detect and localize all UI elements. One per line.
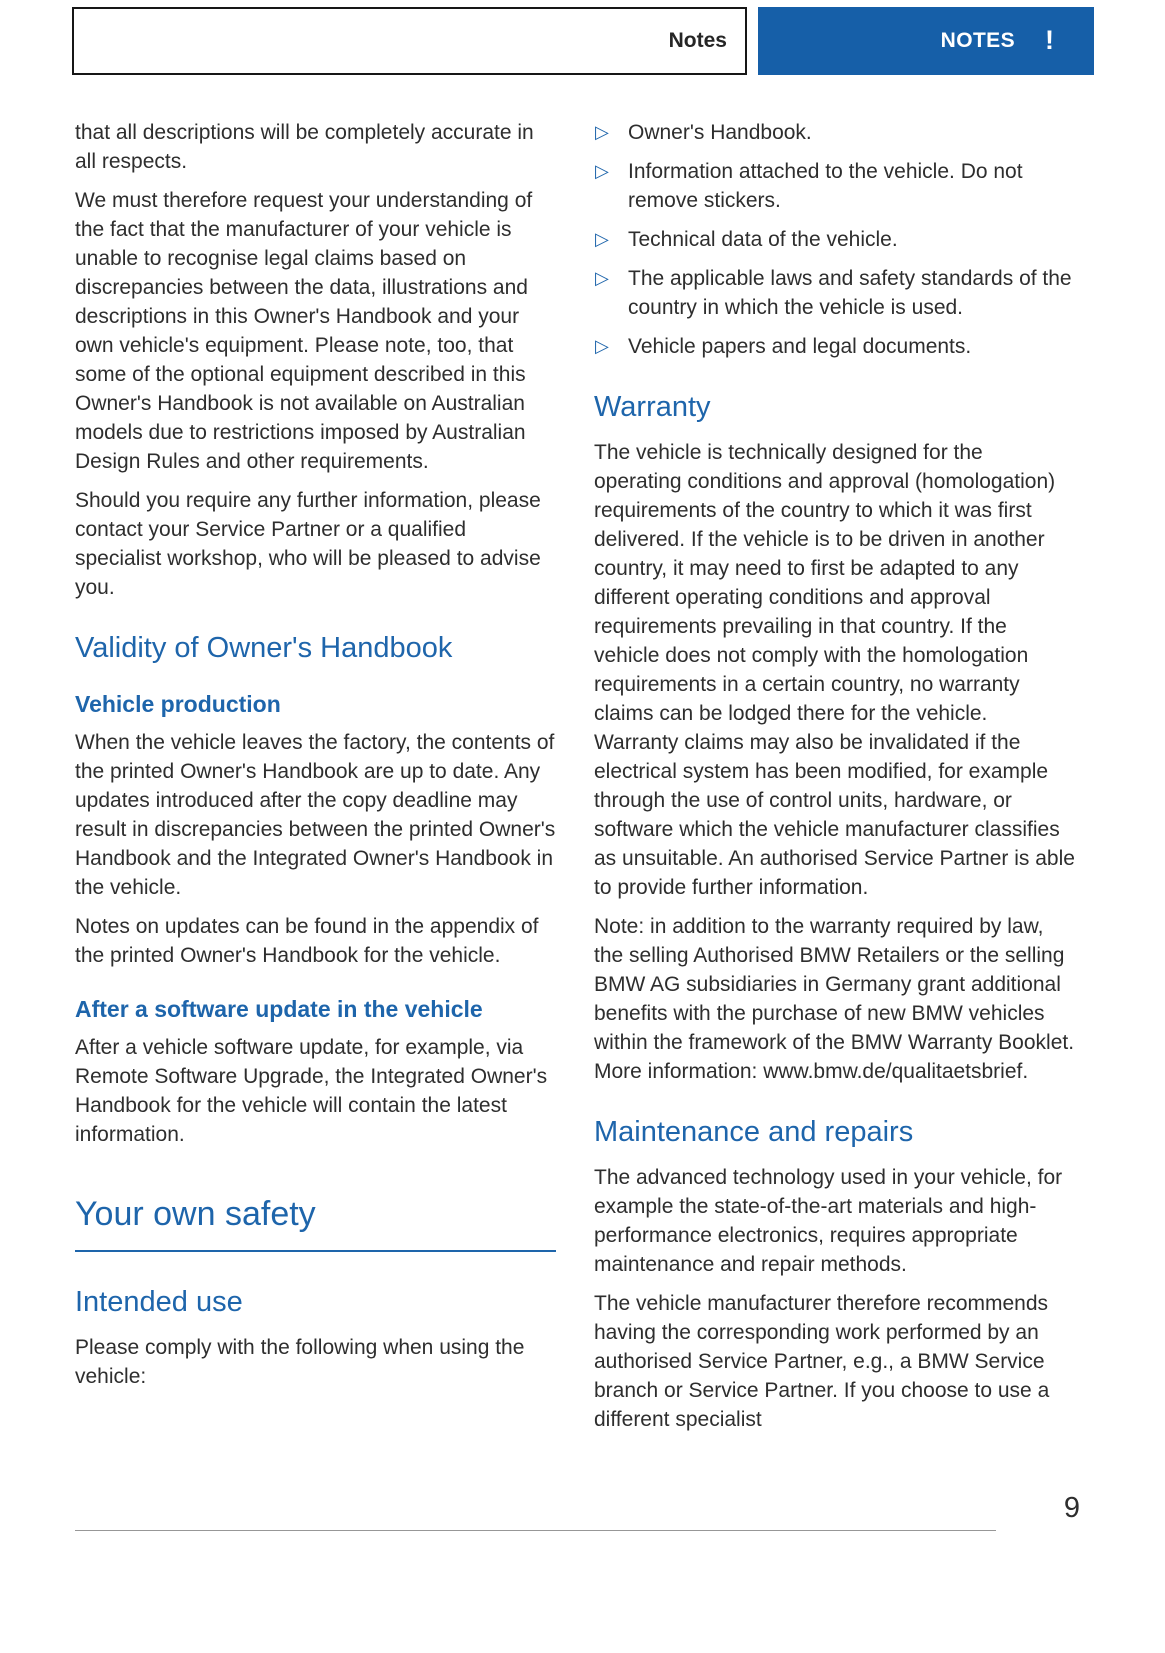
triangle-bullet-icon: ▷	[595, 161, 609, 181]
paragraph: Note: in addition to the warranty required by law, the selling Authorised BMW Retailers or the selling BMW AG subsidiaries in Germany grant additional benefits with the purchase of new BMW vehicles within the framework of the BMW Warranty Booklet. More information: www.bmw.de/qualitaetsbrief.	[594, 915, 1075, 1083]
subsection-heading-vehicle-production: Vehicle production	[75, 691, 281, 717]
page-body	[75, 118, 1075, 1444]
triangle-bullet-icon: ▷	[595, 122, 609, 142]
right-column	[594, 118, 1075, 1444]
bullet-list	[594, 118, 1075, 361]
paragraph: The vehicle is technically designed for the operating conditions and approval (homologation) requirements of the country to which it was first delivered. If the vehicle is to be driven in another country, it may need to first be adapted to any different operating conditions and approval requirements prevailing in that country. If the vehicle does not comply with the homologation requirements in a certain country, no warranty claims can be lodged there for the vehicle. Warranty claims may also be invalidated if the electrical system has been modified, for example through the use of control units, hardware, or software which the vehicle manufacturer classifies as unsuitable. An authorised Service Partner is able to provide further information.	[594, 441, 1075, 899]
list-item	[594, 264, 1075, 322]
list-item	[594, 332, 1075, 361]
paragraph: Please comply with the following when using the vehicle:	[75, 1336, 525, 1388]
header-banner	[758, 7, 1094, 75]
left-column	[75, 118, 556, 1444]
header-tab	[72, 7, 747, 75]
triangle-bullet-icon: ▷	[595, 336, 609, 356]
paragraph: The vehicle manufacturer therefore recommends having the corresponding work performed by an authorised Service Partner, e.g., a BMW Service branch or Service Partner. If you choose to use a different specialist	[594, 1292, 1050, 1431]
section-heading-intended-use: Intended use	[75, 1286, 243, 1318]
list-item-text: Technical data of the vehicle.	[628, 228, 898, 251]
triangle-bullet-icon: ▷	[595, 229, 609, 249]
header-tab-label: Notes	[668, 29, 727, 52]
list-item-text: The applicable laws and safety standards of the country in which the vehicle is used.	[628, 267, 1072, 319]
footer-rule	[75, 1530, 996, 1531]
paragraph: Notes on updates can be found in the appendix of the printed Owner's Handbook for the vehicle.	[75, 915, 539, 967]
exclamation-icon: !	[1045, 24, 1054, 55]
paragraph: that all descriptions will be completely accurate in all respects.	[75, 121, 534, 173]
paragraph: The advanced technology used in your vehicle, for example the state-of-the-art materials and high-performance electronics, requires appropriate maintenance and repair methods.	[594, 1166, 1063, 1276]
list-item	[594, 225, 1075, 254]
section-heading-warranty: Warranty	[594, 391, 711, 423]
list-item-text: Information attached to the vehicle. Do not remove stickers.	[628, 160, 1023, 212]
list-item	[594, 118, 1075, 147]
list-item-text: Owner's Handbook.	[628, 121, 812, 144]
paragraph: We must therefore request your understanding of the fact that the manufacturer of your vehicle is unable to recognise legal claims based on discrepancies between the data, illustrations and descriptions in this Owner's Handbook and your own vehicle's equipment. Please note, too, that some of the optional equipment described in this Owner's Handbook is not available on Australian models due to restrictions imposed by Australian Design Rules and other requirements.	[75, 189, 533, 473]
paragraph: After a vehicle software update, for example, via Remote Software Upgrade, the Integrated Owner's Handbook for the vehicle will contain the latest information.	[75, 1036, 548, 1146]
banner-title: NOTES	[940, 29, 1015, 52]
paragraph: Should you require any further information, please contact your Service Partner or a qualified specialist workshop, who will be pleased to advise you.	[75, 489, 541, 599]
page-number: 9	[1063, 1492, 1080, 1524]
list-item-text: Vehicle papers and legal documents.	[628, 335, 972, 358]
paragraph: When the vehicle leaves the factory, the contents of the printed Owner's Handbook are up to date. Any updates introduced after the copy deadline may result in discrepancies between the printed Owner's Handbook and the Integrated Owner's Handbook in the vehicle.	[75, 731, 556, 899]
chapter-heading-your-own-safety: Your own safety	[75, 1195, 556, 1252]
list-item	[594, 157, 1075, 215]
section-heading-validity: Validity of Owner's Handbook	[75, 632, 453, 664]
section-heading-maintenance: Maintenance and repairs	[594, 1116, 914, 1148]
subsection-heading-software-update: After a software update in the vehicle	[75, 996, 483, 1022]
triangle-bullet-icon: ▷	[595, 268, 609, 288]
